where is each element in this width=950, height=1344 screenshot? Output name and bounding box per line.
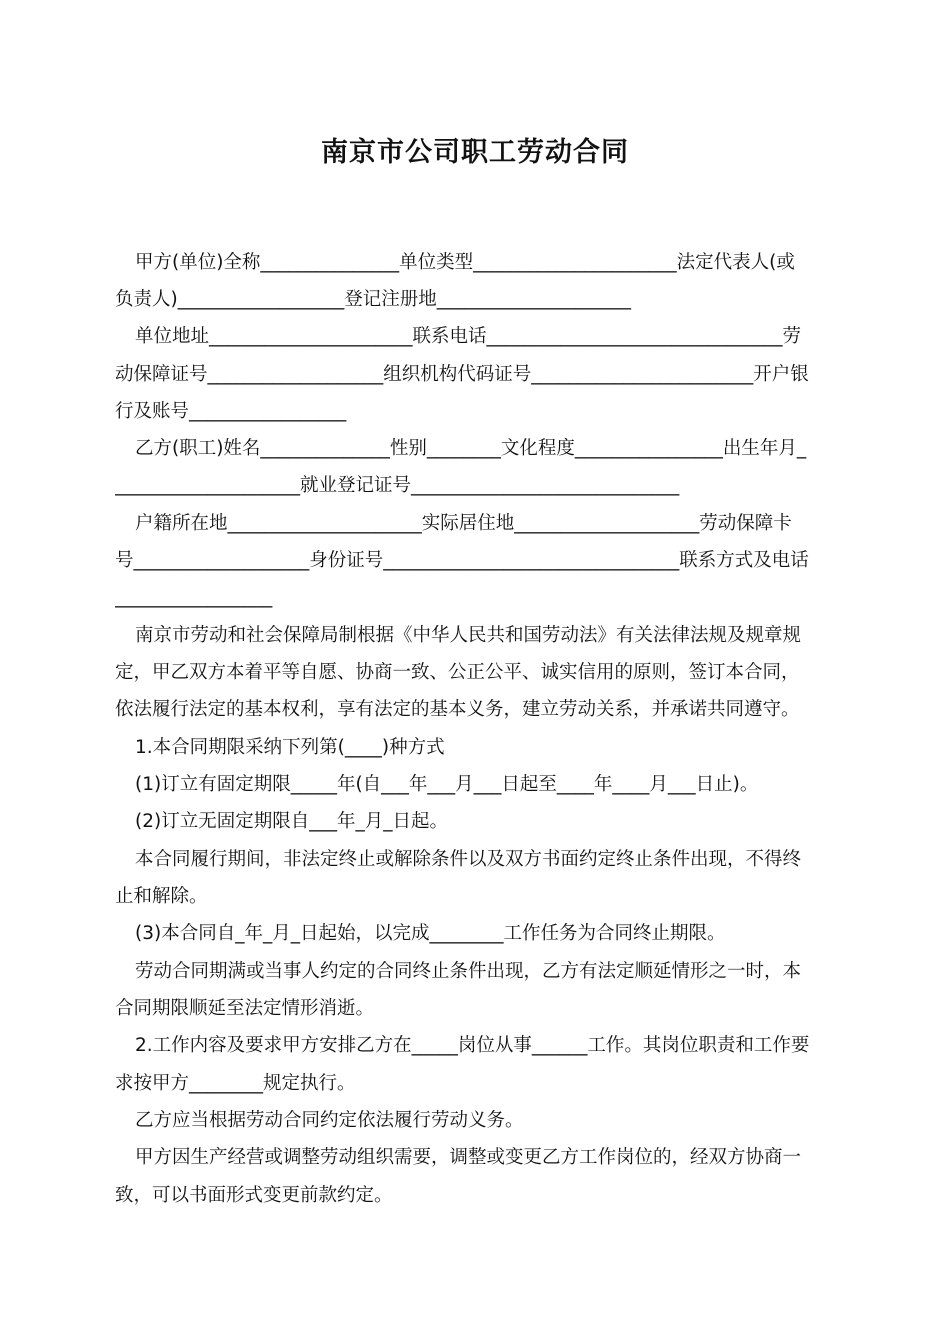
text-line: 甲方(单位)全称_______________单位类型______________________法定代表人(或 [135,252,795,273]
text-line: 甲方因生产经营或调整劳动组织需要，调整或变更乙方工作岗位的，经双方协商一 [135,1147,802,1168]
text-line: 乙方(职工)姓名______________性别________文化程度________________出生年月_ [135,438,807,459]
text-line: 致，可以书面形式变更前款约定。 [115,1185,393,1206]
text-line: 乙方应当根据劳动合同约定依法履行劳动义务。 [135,1110,524,1131]
text-line: 止和解除。 [115,886,208,907]
text-line: 动保障证号___________________组织机构代码证号________________________开户银 [115,364,809,385]
text-line: 合同期限顺延至法定情形消逝。 [115,998,375,1019]
text-line: 号___________________身份证号________________________________联系方式及电话 [115,550,809,571]
text-line: 本合同履行期间，非法定终止或解除条件以及双方书面约定终止条件出现，不得终 [135,849,802,870]
text-line: (2)订立无固定期限自___年_月_日起。 [135,811,448,832]
text-line: 南京市劳动和社会保障局制根据《中华人民共和国劳动法》有关法律法规及规章规 [135,625,802,646]
text-line: _________________ [115,587,273,608]
text-line: 行及账号_________________ [115,401,347,422]
text-line: ____________________就业登记证号_____________________________ [115,475,680,496]
text-line: 求按甲方________规定执行。 [115,1073,356,1094]
text-line: (3)本合同自_年_月_日起始，以完成________工作任务为合同终止期限。 [135,923,726,944]
text-line: 单位地址______________________联系电话________________________________劳 [135,326,802,347]
text-line: 2.工作内容及要求甲方安排乙方在_____岗位从事______工作。其岗位职责和工作要 [135,1035,810,1056]
text-line: 户籍所在地_____________________实际居住地____________________劳动保障卡 [135,513,792,534]
text-line: 定，甲乙双方本着平等自愿、协商一致、公正公平、诚实信用的原则，签订本合同， [115,662,800,683]
text-line: 劳动合同期满或当事人约定的合同终止条件出现，乙方有法定顺延情形之一时，本 [135,961,802,982]
text-line: 依法履行法定的基本权利，享有法定的基本义务，建立劳动关系，并承诺共同遵守。 [115,699,800,720]
document-title: 南京市公司职工劳动合同 [321,137,629,168]
text-line: 负责人)__________________登记注册地_____________________ [115,289,631,310]
text-line: (1)订立有固定期限_____年(自___年___月___日起至____年____月___日止)。 [135,774,759,795]
text-line: 1.本合同期限采纳下列第(____)种方式 [135,737,445,758]
